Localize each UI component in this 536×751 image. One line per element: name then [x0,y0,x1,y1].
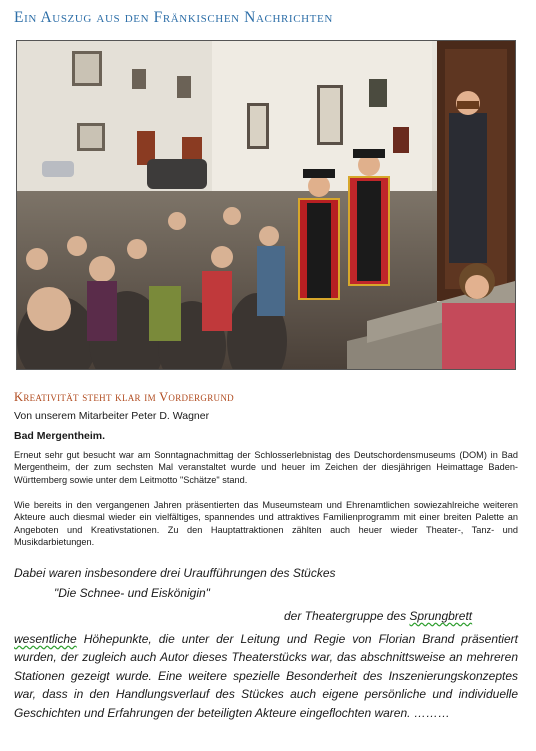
article-line-performances: Dabei waren insbesondere drei Uraufführungen des Stückes [14,566,336,580]
article-paragraph-1: Erneut sehr gut besucht war am Sonntagnachmittag der Schlosserlebnistag des Deutschordensmuseums (DOM) in Bad Mergentheim, der zum sechsten Mal veranstaltet wurde und heuer im Zeichen der diesjährigen Heimattage Baden-Württemberg sowie unter dem Leitmotto "Schätze" stand. [14,450,518,485]
castle-courtyard-photo [17,41,515,369]
paragraph-3-text: Höhepunkte, die unter der Leitung und Regie von Florian Brand präsentiert wurden, der zugleich auch Autor dieses Theaterstücks war, das abschnittsweise an mehreren Stationen gezeigt wurde. Eine weitere spezielle Besonderheit des Inszenierungskonzeptes war, dass in den Handlungsverlauf des Stückes auch eigene persönliche und individuelle Geschichten und Erfahrungen der beteiligten Akteure eingeflochten waren. ……… [14,632,518,720]
page-header-title: Ein Auszug aus den Fränkischen Nachrichten [14,9,333,26]
article-paragraph-3 [14,630,518,722]
theatre-group-prefix: der Theatergruppe des [284,609,410,623]
article-play-title: "Die Schnee- und Eiskönigin" [54,586,210,600]
spellcheck-flagged-word-2: wesentliche [14,632,77,646]
article-byline: Von unserem Mitarbeiter Peter D. Wagner [14,410,210,422]
spellcheck-flagged-word: Sprungbrett [409,609,473,623]
article-dateline: Bad Mergentheim. [14,430,106,442]
article-line-theatre-group [284,609,472,623]
article-paragraph-2: Wie bereits in den vergangenen Jahren präsentierten das Museumsteam und Ehrenamtlichen sowiezahlreiche weiteren Akteure auch diesmal wieder ein vielfältiges, spannendes und attraktives Familienprogramm mit einer breiten Palette an Angeboten und Kreativstationen. Zu den Hauptattraktionen zählten auch heuer wieder Theater-, Tanz- und Musikdarbietungen. [14,500,518,548]
article-subheading: Kreativität steht klar im Vordergrund [14,390,234,404]
article-photo [16,40,516,370]
